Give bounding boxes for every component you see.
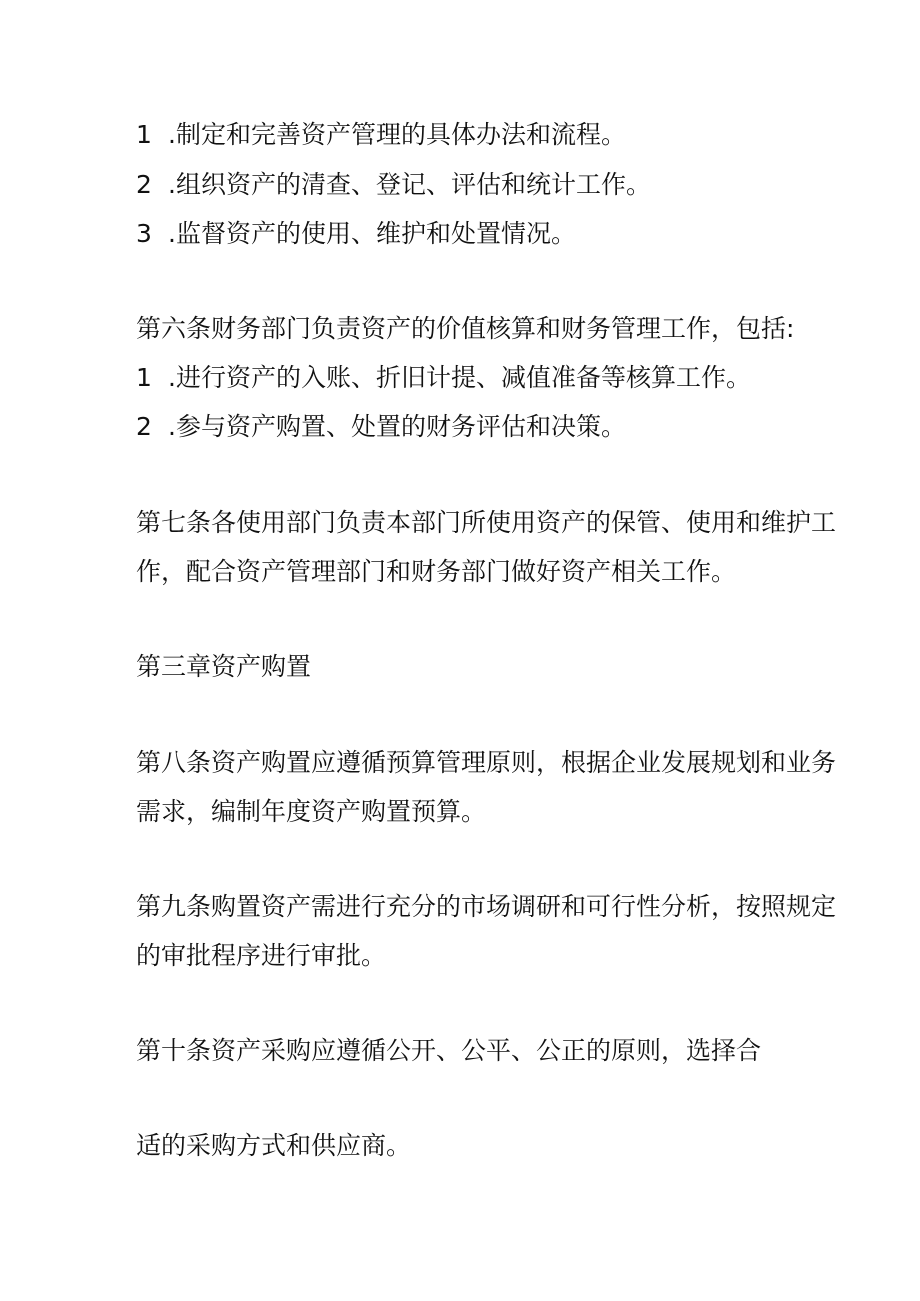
list-item-number: 2 <box>136 412 152 441</box>
article-7-line-2: 作，配合资产管理部门和财务部门做好资产相关工作。 <box>136 557 737 586</box>
article-9-line-1: 第九条购置资产需进行充分的市场调研和可行性分析，按照规定 <box>136 892 837 921</box>
list-item-6-1 <box>136 361 751 395</box>
list-item-6-2 <box>136 410 626 444</box>
list-item-number: 1 <box>136 120 152 149</box>
list-item-text: .进行资产的入账、折旧计提、减值准备等核算工作。 <box>168 363 751 392</box>
list-item-number: 1 <box>136 363 152 392</box>
article-7-line-1: 第七条各使用部门负责本部门所使用资产的保管、使用和维护工 <box>136 508 837 537</box>
article-8-line-2: 需求，编制年度资产购置预算。 <box>136 797 487 826</box>
list-item-5-1 <box>136 118 626 152</box>
list-item-5-3 <box>136 217 576 251</box>
article-8-line-1: 第八条资产购置应遵循预算管理原则，根据企业发展规划和业务 <box>136 748 837 777</box>
article-9-line-2: 的审批程序进行审批。 <box>136 941 387 970</box>
list-item-text: .参与资产购置、处置的财务评估和决策。 <box>168 412 626 441</box>
list-item-text: .组织资产的清查、登记、评估和统计工作。 <box>168 170 651 199</box>
list-item-5-2 <box>136 168 651 202</box>
list-item-text: .监督资产的使用、维护和处置情况。 <box>168 219 576 248</box>
list-item-number: 2 <box>136 170 152 199</box>
article-6-heading: 第六条财务部门负责资产的价值核算和财务管理工作，包括: <box>136 314 795 343</box>
article-10-line-1: 第十条资产采购应遵循公开、公平、公正的原则，选择合 <box>136 1036 762 1065</box>
list-item-text: .制定和完善资产管理的具体办法和流程。 <box>168 120 626 149</box>
list-item-number: 3 <box>136 219 152 248</box>
article-10-line-2: 适的采购方式和供应商。 <box>136 1131 412 1160</box>
chapter-3-title: 第三章资产购置 <box>136 652 312 681</box>
